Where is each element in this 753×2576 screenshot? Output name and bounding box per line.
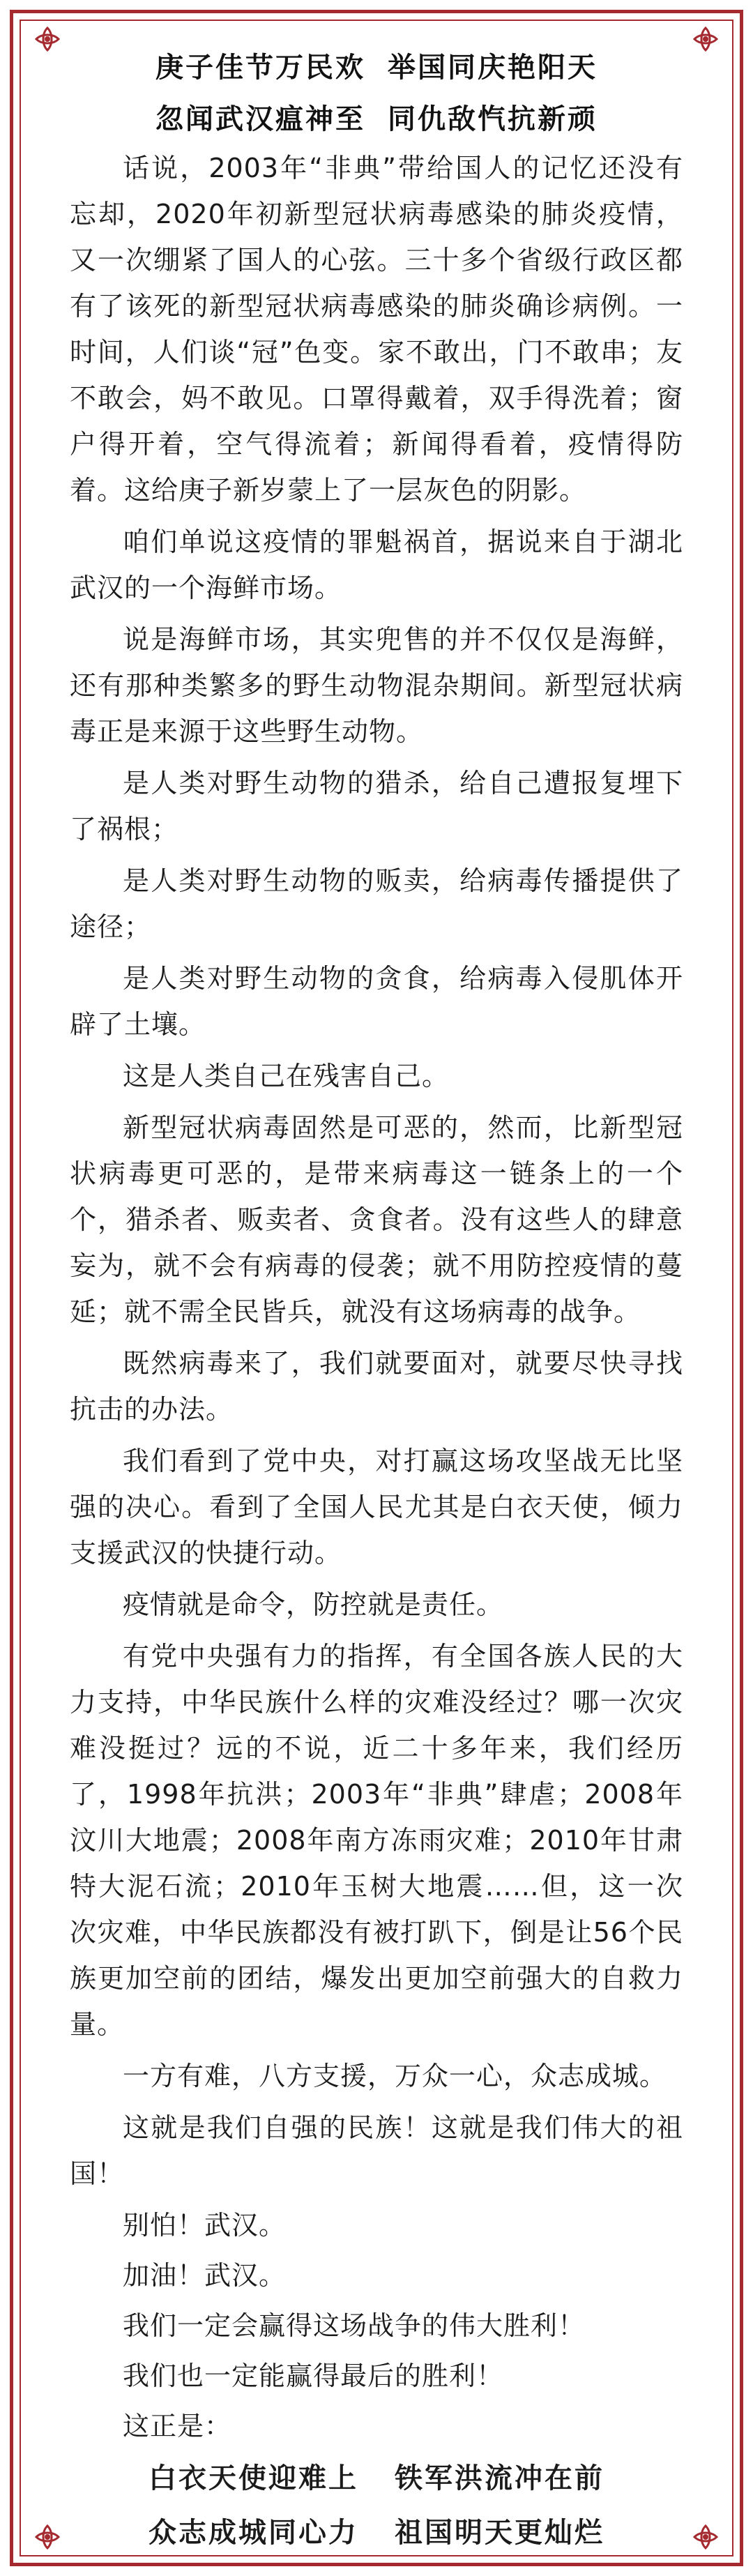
paragraph: 这是人类自己在残害自己。 (123, 1061, 450, 1091)
title-line-1 (70, 42, 683, 93)
paragraph: 我们一定会赢得这场战争的伟大胜利！ (123, 2310, 586, 2341)
closing-poem-line-1-part-a: 白衣天使迎难上 (149, 2462, 358, 2494)
paragraph: 是人类对野生动物的贩卖，给病毒传播提供了途径； (70, 865, 683, 942)
paragraph: 是人类对野生动物的贪食，给病毒入侵肌体开辟了土壤。 (70, 963, 683, 1040)
closing-poem-line-1-part-b: 铁军洪流冲在前 (395, 2462, 604, 2494)
paragraph: 我们看到了党中央，对打赢这场攻坚战无比坚强的决心。看到了全国人民尤其是白衣天使，倾力支援武汉的快捷行动。 (70, 1446, 683, 1568)
paragraph: 加油！武汉。 (123, 2260, 287, 2291)
title-line-2-part-a: 忽闻武汉瘟神至 (155, 103, 365, 135)
paragraph: 疫情就是命令，防控就是责任。 (123, 1589, 504, 1620)
title-line-2 (70, 93, 683, 145)
closing-poem-line-2-part-a: 众志成城同心力 (149, 2517, 358, 2549)
paragraph: 我们也一定能赢得最后的胜利！ (123, 2361, 504, 2391)
closing-poem-line-1 (70, 2453, 683, 2503)
corner-ornament-icon (692, 2523, 720, 2551)
paragraph: 既然病毒来了，我们就要面对，就要尽快寻找抗击的办法。 (70, 1348, 683, 1425)
paragraph: 咱们单说这疫情的罪魁祸首，据说来自于湖北武汉的一个海鲜市场。 (70, 526, 683, 603)
paragraph: 新型冠状病毒固然是可恶的，然而，比新型冠状病毒更可恶的，是带来病毒这一链条上的一个个，猎杀者、贩卖者、贪食者。没有这些人的肆意妄为，就不会有病毒的侵袭；就不用防控疫情的蔓延；就不需全民皆兵，就没有这场病毒的战争。 (70, 1112, 683, 1327)
closing-poem-line-2-part-b: 祖国明天更灿烂 (395, 2517, 604, 2549)
paragraph: 说是海鲜市场，其实兜售的并不仅仅是海鲜，还有那种类繁多的野生动物混杂期间。新型冠状病毒正是来源于这些野生动物。 (70, 624, 683, 747)
paragraph: 这就是我们自强的民族！这就是我们伟大的祖国！ (70, 2112, 683, 2189)
title-line-1-part-a: 庚子佳节万民欢 (155, 52, 365, 84)
corner-ornament-icon (33, 25, 61, 53)
article-content (70, 42, 683, 2558)
title-line-2-part-b: 同仇敌忾抗新顽 (388, 103, 598, 135)
paragraph: 话说，2003年“非典”带给国人的记忆还没有忘却，2020年初新型冠状病毒感染的肺炎疫情，又一次绷紧了国人的心弦。三十多个省级行政区都有了该死的新型冠状病毒感染的肺炎确诊病例。一时间，人们谈“冠”色变。家不敢出，门不敢串；友不敢会，妈不敢见。口罩得戴着，双手得洗着；窗户得开着，空气得流着；新闻得看着，疫情得防着。这给庚子新岁蒙上了一层灰色的阴影。 (70, 153, 683, 506)
paragraph: 有党中央强有力的指挥，有全国各族人民的大力支持，中华民族什么样的灾难没经过？哪一次灾难没挺过？远的不说，近二十多年来，我们经历了，1998年抗洪；2003年“非典”肆虐；2008年汶川大地震；2008年南方冻雨灾难；2010年甘肃特大泥石流；2010年玉树大地震……但，这一次次灾难，中华民族都没有被打趴下，倒是让56个民族更加空前的团结，爆发出更加空前强大的自救力量。 (70, 1641, 683, 2040)
paragraph: 别怕！武汉。 (123, 2210, 287, 2241)
title-line-1-part-b: 举国同庆艳阳天 (388, 52, 598, 84)
paragraph: 是人类对野生动物的猎杀，给自己遭报复埋下了祸根； (70, 768, 683, 844)
corner-ornament-icon (692, 25, 720, 53)
closing-poem-line-2 (70, 2508, 683, 2558)
corner-ornament-icon (33, 2523, 61, 2551)
paragraph: 一方有难，八方支援，万众一心，众志成城。 (123, 2061, 667, 2091)
paragraph: 这正是： (123, 2411, 232, 2441)
